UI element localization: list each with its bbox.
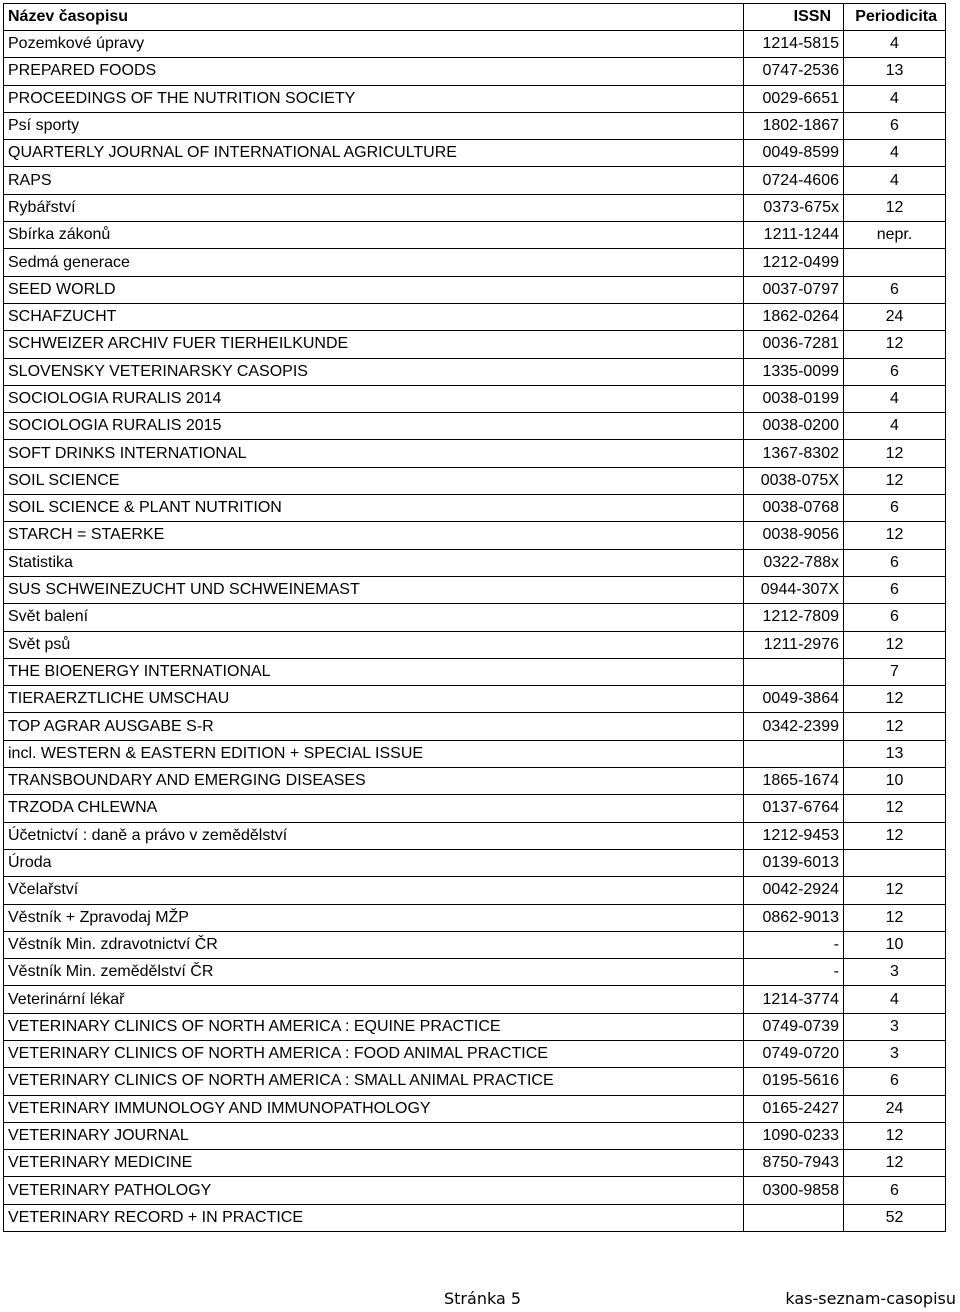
table-row [4,768,946,795]
journal-name-cell: SCHAFZUCHT [4,303,744,330]
issn-cell: 1367-8302 [744,440,844,467]
periodicity-cell: 6 [844,358,946,385]
table-row [4,1040,946,1067]
issn-cell: 0049-8599 [744,140,844,167]
journal-name-cell: TRANSBOUNDARY AND EMERGING DISEASES [4,768,744,795]
issn-cell: 0862-9013 [744,904,844,931]
journal-name-cell: VETERINARY CLINICS OF NORTH AMERICA : FOOD ANIMAL PRACTICE [4,1040,744,1067]
issn-cell: 0724-4606 [744,167,844,194]
issn-cell: 1212-9453 [744,822,844,849]
periodicity-cell: 6 [844,276,946,303]
table-row [4,1095,946,1122]
periodicity-cell: 12 [844,631,946,658]
sheet-name: kas-seznam-casopisu [785,1289,956,1308]
table-row [4,303,946,330]
issn-cell: 1211-1244 [744,222,844,249]
table-row [4,986,946,1013]
table-row [4,1150,946,1177]
journal-name-cell: SOFT DRINKS INTERNATIONAL [4,440,744,467]
table-row [4,1068,946,1095]
periodicity-cell: 10 [844,768,946,795]
journal-name-cell: Psí sporty [4,112,744,139]
issn-cell [744,1204,844,1231]
periodicity-cell: 12 [844,467,946,494]
journal-name-cell: Věstník Min. zemědělství ČR [4,959,744,986]
journal-name-cell: VETERINARY RECORD + IN PRACTICE [4,1204,744,1231]
page-number: Stránka 5 [444,1289,522,1308]
periodicity-cell: 6 [844,1177,946,1204]
journal-name-cell: SOCIOLOGIA RURALIS 2015 [4,413,744,440]
journal-name-cell: Sedmá generace [4,249,744,276]
column-header-name: Název časopisu [4,4,744,31]
table-row [4,58,946,85]
journal-name-cell: SUS SCHWEINEZUCHT UND SCHWEINEMAST [4,576,744,603]
journal-name-cell: STARCH = STAERKE [4,522,744,549]
periodicity-cell: 12 [844,795,946,822]
periodicity-cell: 52 [844,1204,946,1231]
periodicity-cell: 4 [844,85,946,112]
issn-cell: 0195-5616 [744,1068,844,1095]
table-row [4,440,946,467]
table-row [4,822,946,849]
journal-name-cell: Účetnictví : daně a právo v zemědělství [4,822,744,849]
issn-cell: 0747-2536 [744,58,844,85]
journal-name-cell: SCHWEIZER ARCHIV FUER TIERHEILKUNDE [4,331,744,358]
periodicity-cell: 12 [844,904,946,931]
journal-name-cell: Svět psů [4,631,744,658]
journal-name-cell: Věstník Min. zdravotnictví ČR [4,931,744,958]
journal-name-cell: QUARTERLY JOURNAL OF INTERNATIONAL AGRICULTURE [4,140,744,167]
issn-cell: 0322-788x [744,549,844,576]
periodicity-cell: 6 [844,576,946,603]
table-row [4,1177,946,1204]
periodicity-cell: 3 [844,1013,946,1040]
table-row [4,849,946,876]
journal-name-cell: VETERINARY IMMUNOLOGY AND IMMUNOPATHOLOGY [4,1095,744,1122]
journal-name-cell: Včelařství [4,877,744,904]
issn-cell: - [744,931,844,958]
issn-cell: 0038-0199 [744,385,844,412]
journal-name-cell: VETERINARY PATHOLOGY [4,1177,744,1204]
table-row [4,795,946,822]
issn-cell: 0137-6764 [744,795,844,822]
table-row [4,358,946,385]
journal-name-cell: Úroda [4,849,744,876]
issn-cell: 0944-307X [744,576,844,603]
issn-cell: 8750-7943 [744,1150,844,1177]
journal-name-cell: TOP AGRAR AUSGABE S-R [4,713,744,740]
table-row [4,904,946,931]
periodicity-cell: 6 [844,549,946,576]
issn-cell: 1865-1674 [744,768,844,795]
table-row [4,249,946,276]
issn-cell: 0373-675x [744,194,844,221]
periodicity-cell: 6 [844,1068,946,1095]
issn-cell: 0049-3864 [744,686,844,713]
periodicity-cell: 4 [844,140,946,167]
periodicity-cell: 3 [844,1040,946,1067]
issn-cell: 1802-1867 [744,112,844,139]
journal-name-cell: VETERINARY CLINICS OF NORTH AMERICA : EQUINE PRACTICE [4,1013,744,1040]
table-row [4,1013,946,1040]
table-row [4,413,946,440]
journal-name-cell: Veterinární lékař [4,986,744,1013]
table-row [4,604,946,631]
journal-name-cell: PROCEEDINGS OF THE NUTRITION SOCIETY [4,85,744,112]
issn-cell: 0038-0200 [744,413,844,440]
journal-name-cell: Statistika [4,549,744,576]
periodicity-cell: 6 [844,495,946,522]
journal-name-cell: SLOVENSKY VETERINARSKY CASOPIS [4,358,744,385]
journal-name-cell: TRZODA CHLEWNA [4,795,744,822]
issn-cell [744,740,844,767]
periodicity-cell: 12 [844,440,946,467]
journal-name-cell: incl. WESTERN & EASTERN EDITION + SPECIAL ISSUE [4,740,744,767]
issn-cell: 0038-075X [744,467,844,494]
journal-name-cell: Rybářství [4,194,744,221]
journal-name-cell: Sbírka zákonů [4,222,744,249]
periodicity-cell: 4 [844,167,946,194]
journal-name-cell: TIERAERZTLICHE UMSCHAU [4,686,744,713]
table-row [4,1204,946,1231]
issn-cell [744,658,844,685]
periodicity-cell: 12 [844,822,946,849]
journal-name-cell: THE BIOENERGY INTERNATIONAL [4,658,744,685]
periodicity-cell: 4 [844,986,946,1013]
periodicity-cell: 12 [844,1150,946,1177]
issn-cell: 0036-7281 [744,331,844,358]
periodicity-cell: 24 [844,303,946,330]
table-row [4,385,946,412]
issn-cell: 1211-2976 [744,631,844,658]
issn-cell: 0749-0739 [744,1013,844,1040]
journal-name-cell: Svět balení [4,604,744,631]
table-row [4,959,946,986]
column-header-issn: ISSN [744,4,844,31]
periodicity-cell: 3 [844,959,946,986]
periodicity-cell: 12 [844,713,946,740]
journal-name-cell: SOIL SCIENCE & PLANT NUTRITION [4,495,744,522]
periodicity-cell: 6 [844,604,946,631]
issn-cell: 1212-0499 [744,249,844,276]
table-row [4,112,946,139]
journal-name-cell: VETERINARY JOURNAL [4,1122,744,1149]
periodicity-cell: 12 [844,331,946,358]
periodicity-cell: 12 [844,522,946,549]
periodicity-cell: 10 [844,931,946,958]
journal-name-cell: SOIL SCIENCE [4,467,744,494]
table-row [4,740,946,767]
periodicity-cell: 4 [844,31,946,58]
issn-cell: 0042-2924 [744,877,844,904]
journal-name-cell: VETERINARY CLINICS OF NORTH AMERICA : SMALL ANIMAL PRACTICE [4,1068,744,1095]
issn-cell: - [744,959,844,986]
table-row [4,85,946,112]
periodicity-cell: 13 [844,58,946,85]
issn-cell: 0038-9056 [744,522,844,549]
table-row [4,877,946,904]
table-row [4,576,946,603]
table-row [4,140,946,167]
periodicity-cell: 4 [844,385,946,412]
periodicity-cell: 12 [844,194,946,221]
issn-cell: 0749-0720 [744,1040,844,1067]
periodicity-cell: 12 [844,1122,946,1149]
periodicity-cell: 12 [844,877,946,904]
issn-cell: 1212-7809 [744,604,844,631]
periodicity-cell: 7 [844,658,946,685]
column-header-periodicity: Periodicita [844,4,946,31]
issn-cell: 0165-2427 [744,1095,844,1122]
issn-cell: 0037-0797 [744,276,844,303]
table-row [4,167,946,194]
table-header-row [4,4,946,31]
periodicity-cell: 6 [844,112,946,139]
table-row [4,194,946,221]
journal-name-cell: Věstník + Zpravodaj MŽP [4,904,744,931]
issn-cell: 1335-0099 [744,358,844,385]
table-row [4,31,946,58]
issn-cell: 0300-9858 [744,1177,844,1204]
issn-cell: 0342-2399 [744,713,844,740]
table-row [4,1122,946,1149]
periodicity-cell: 24 [844,1095,946,1122]
table-row [4,522,946,549]
periodicity-cell: 13 [844,740,946,767]
table-row [4,222,946,249]
table-row [4,495,946,522]
table-row [4,631,946,658]
issn-cell: 1862-0264 [744,303,844,330]
periodicity-cell: nepr. [844,222,946,249]
journal-name-cell: SEED WORLD [4,276,744,303]
issn-cell: 1090-0233 [744,1122,844,1149]
table-row [4,331,946,358]
periodicity-cell: 4 [844,413,946,440]
journal-name-cell: Pozemkové úpravy [4,31,744,58]
issn-cell: 1214-3774 [744,986,844,1013]
journal-name-cell: VETERINARY MEDICINE [4,1150,744,1177]
issn-cell: 0029-6651 [744,85,844,112]
journal-name-cell: SOCIOLOGIA RURALIS 2014 [4,385,744,412]
journal-name-cell: RAPS [4,167,744,194]
issn-cell: 1214-5815 [744,31,844,58]
table-row [4,276,946,303]
issn-cell: 0038-0768 [744,495,844,522]
journal-name-cell: PREPARED FOODS [4,58,744,85]
table-row [4,658,946,685]
table-row [4,713,946,740]
journal-table [3,3,946,1232]
table-row [4,686,946,713]
issn-cell: 0139-6013 [744,849,844,876]
periodicity-cell: 12 [844,686,946,713]
periodicity-cell [844,849,946,876]
periodicity-cell [844,249,946,276]
table-row [4,467,946,494]
table-row [4,549,946,576]
table-row [4,931,946,958]
